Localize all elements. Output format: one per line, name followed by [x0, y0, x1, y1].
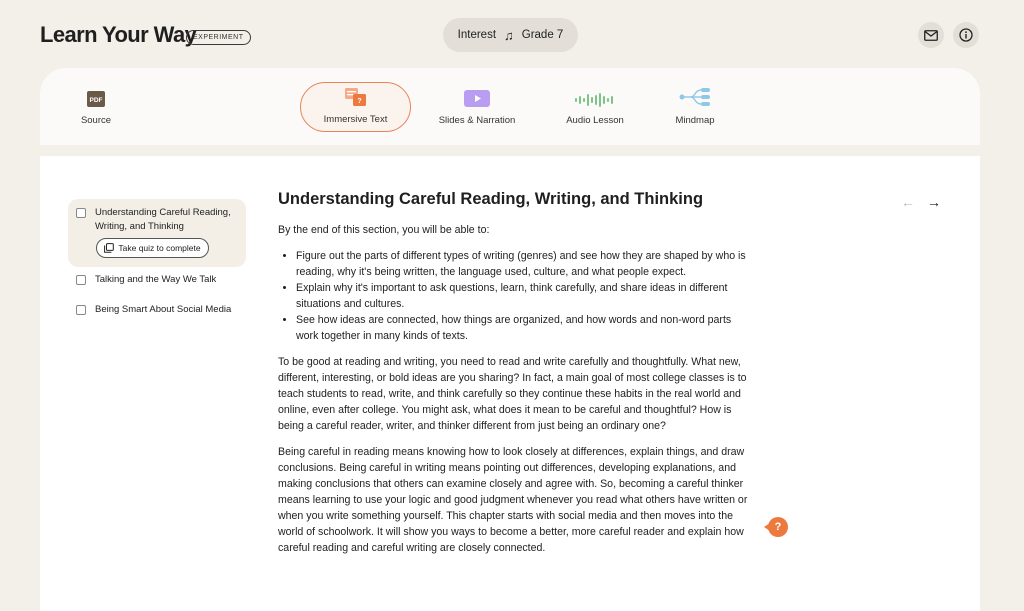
tab-label: Immersive Text — [323, 114, 388, 125]
tab-mindmap[interactable] — [660, 82, 730, 132]
svg-text:PDF: PDF — [89, 97, 103, 104]
take-quiz-button[interactable] — [96, 238, 209, 258]
info-icon — [959, 28, 973, 42]
list-item: • See how ideas are connected, how things are organized, and how words and non-word parts work together in many kinds of texts. — [296, 312, 748, 344]
question-help-button[interactable] — [768, 517, 788, 537]
play-icon — [464, 90, 490, 107]
paragraph: To be good at reading and writing, you need to read and write carefully and thoughtfully. What new, different, interesting, or bold ideas are you sharing? In fact, a main goal of most college classes is to teach students to read, write, and think carefully so they continue these habits in the real world and online, even after college. You might ask, what does it mean to be careful and thoughtful? How is being a careful reader, writer, and thinker different from just being an ordinary one? — [278, 356, 747, 432]
tab-immersive-text[interactable] — [300, 82, 411, 132]
intro-text: By the end of this section, you will be able to: — [278, 224, 490, 236]
toc-checkbox[interactable] — [76, 275, 86, 285]
section-title: Understanding Careful Reading, Writing, and Thinking — [278, 190, 704, 208]
tab-source[interactable] — [56, 82, 136, 132]
immersive-text-icon — [345, 88, 367, 106]
quiz-label: Take quiz to complete — [118, 243, 201, 253]
experiment-badge: EXPERIMENT — [186, 30, 251, 45]
grade-label: Grade 7 — [521, 29, 564, 41]
tab-label: Audio Lesson — [566, 115, 624, 126]
mail-button[interactable] — [918, 22, 944, 48]
tab-audio-lesson[interactable] — [555, 82, 635, 132]
question-mark-icon: ? — [774, 521, 782, 533]
toc-checkbox[interactable] — [76, 208, 86, 218]
svg-text:?: ? — [356, 98, 362, 105]
prev-arrow-icon[interactable]: ← — [901, 194, 915, 210]
objectives-list — [278, 248, 748, 344]
toc-item-understanding[interactable]: Understanding Careful Reading, Writing, and Thinking — [95, 207, 231, 232]
tab-label: Slides & Narration — [438, 115, 516, 126]
toc-item-talking[interactable]: Talking and the Way We Talk — [95, 274, 217, 285]
toc-checkbox[interactable] — [76, 305, 86, 315]
mindmap-icon — [679, 87, 711, 107]
list-item: • Figure out the parts of different types of writing (genres) and see how they are shaped by who is reading, why it's being written, the language used, culture, and what people expect. — [296, 248, 748, 280]
tab-label: Mindmap — [675, 115, 715, 126]
paragraph: Being careful in reading means knowing how to look closely at differences, explain things, and draw conclusions. Being careful in writing means pointing out differences, developing explanations, and making conclusions that others can examine closely and agree with. So, becoming a careful thinker means learning to use your logic and good judgment whenever you read what others have written or when you write something yourself. This chapter starts with social media and then moves into the world of schoolwork. It will show you ways to become a better, more careful reader and explain how careful reading and careful writing are closely connected. — [278, 446, 748, 554]
pdf-icon — [87, 91, 105, 107]
tab-label: Source — [80, 115, 112, 126]
quiz-icon — [104, 243, 114, 253]
interest-grade-pill[interactable] — [443, 18, 578, 52]
next-arrow-icon[interactable]: → — [927, 194, 941, 210]
toc-item-social-media[interactable]: Being Smart About Social Media — [95, 304, 232, 315]
interest-label: Interest — [457, 29, 497, 41]
waveform-icon — [575, 93, 615, 107]
tab-slides-narration[interactable] — [432, 82, 522, 132]
section-body — [278, 222, 748, 566]
mail-icon — [924, 30, 938, 41]
list-item: • Explain why it's important to ask questions, learn, think carefully, and share ideas in different situations and cultures. — [296, 280, 748, 312]
app-title: Learn Your Way — [40, 22, 197, 47]
music-note-icon: ♫ — [504, 27, 514, 43]
info-button[interactable] — [953, 22, 979, 48]
